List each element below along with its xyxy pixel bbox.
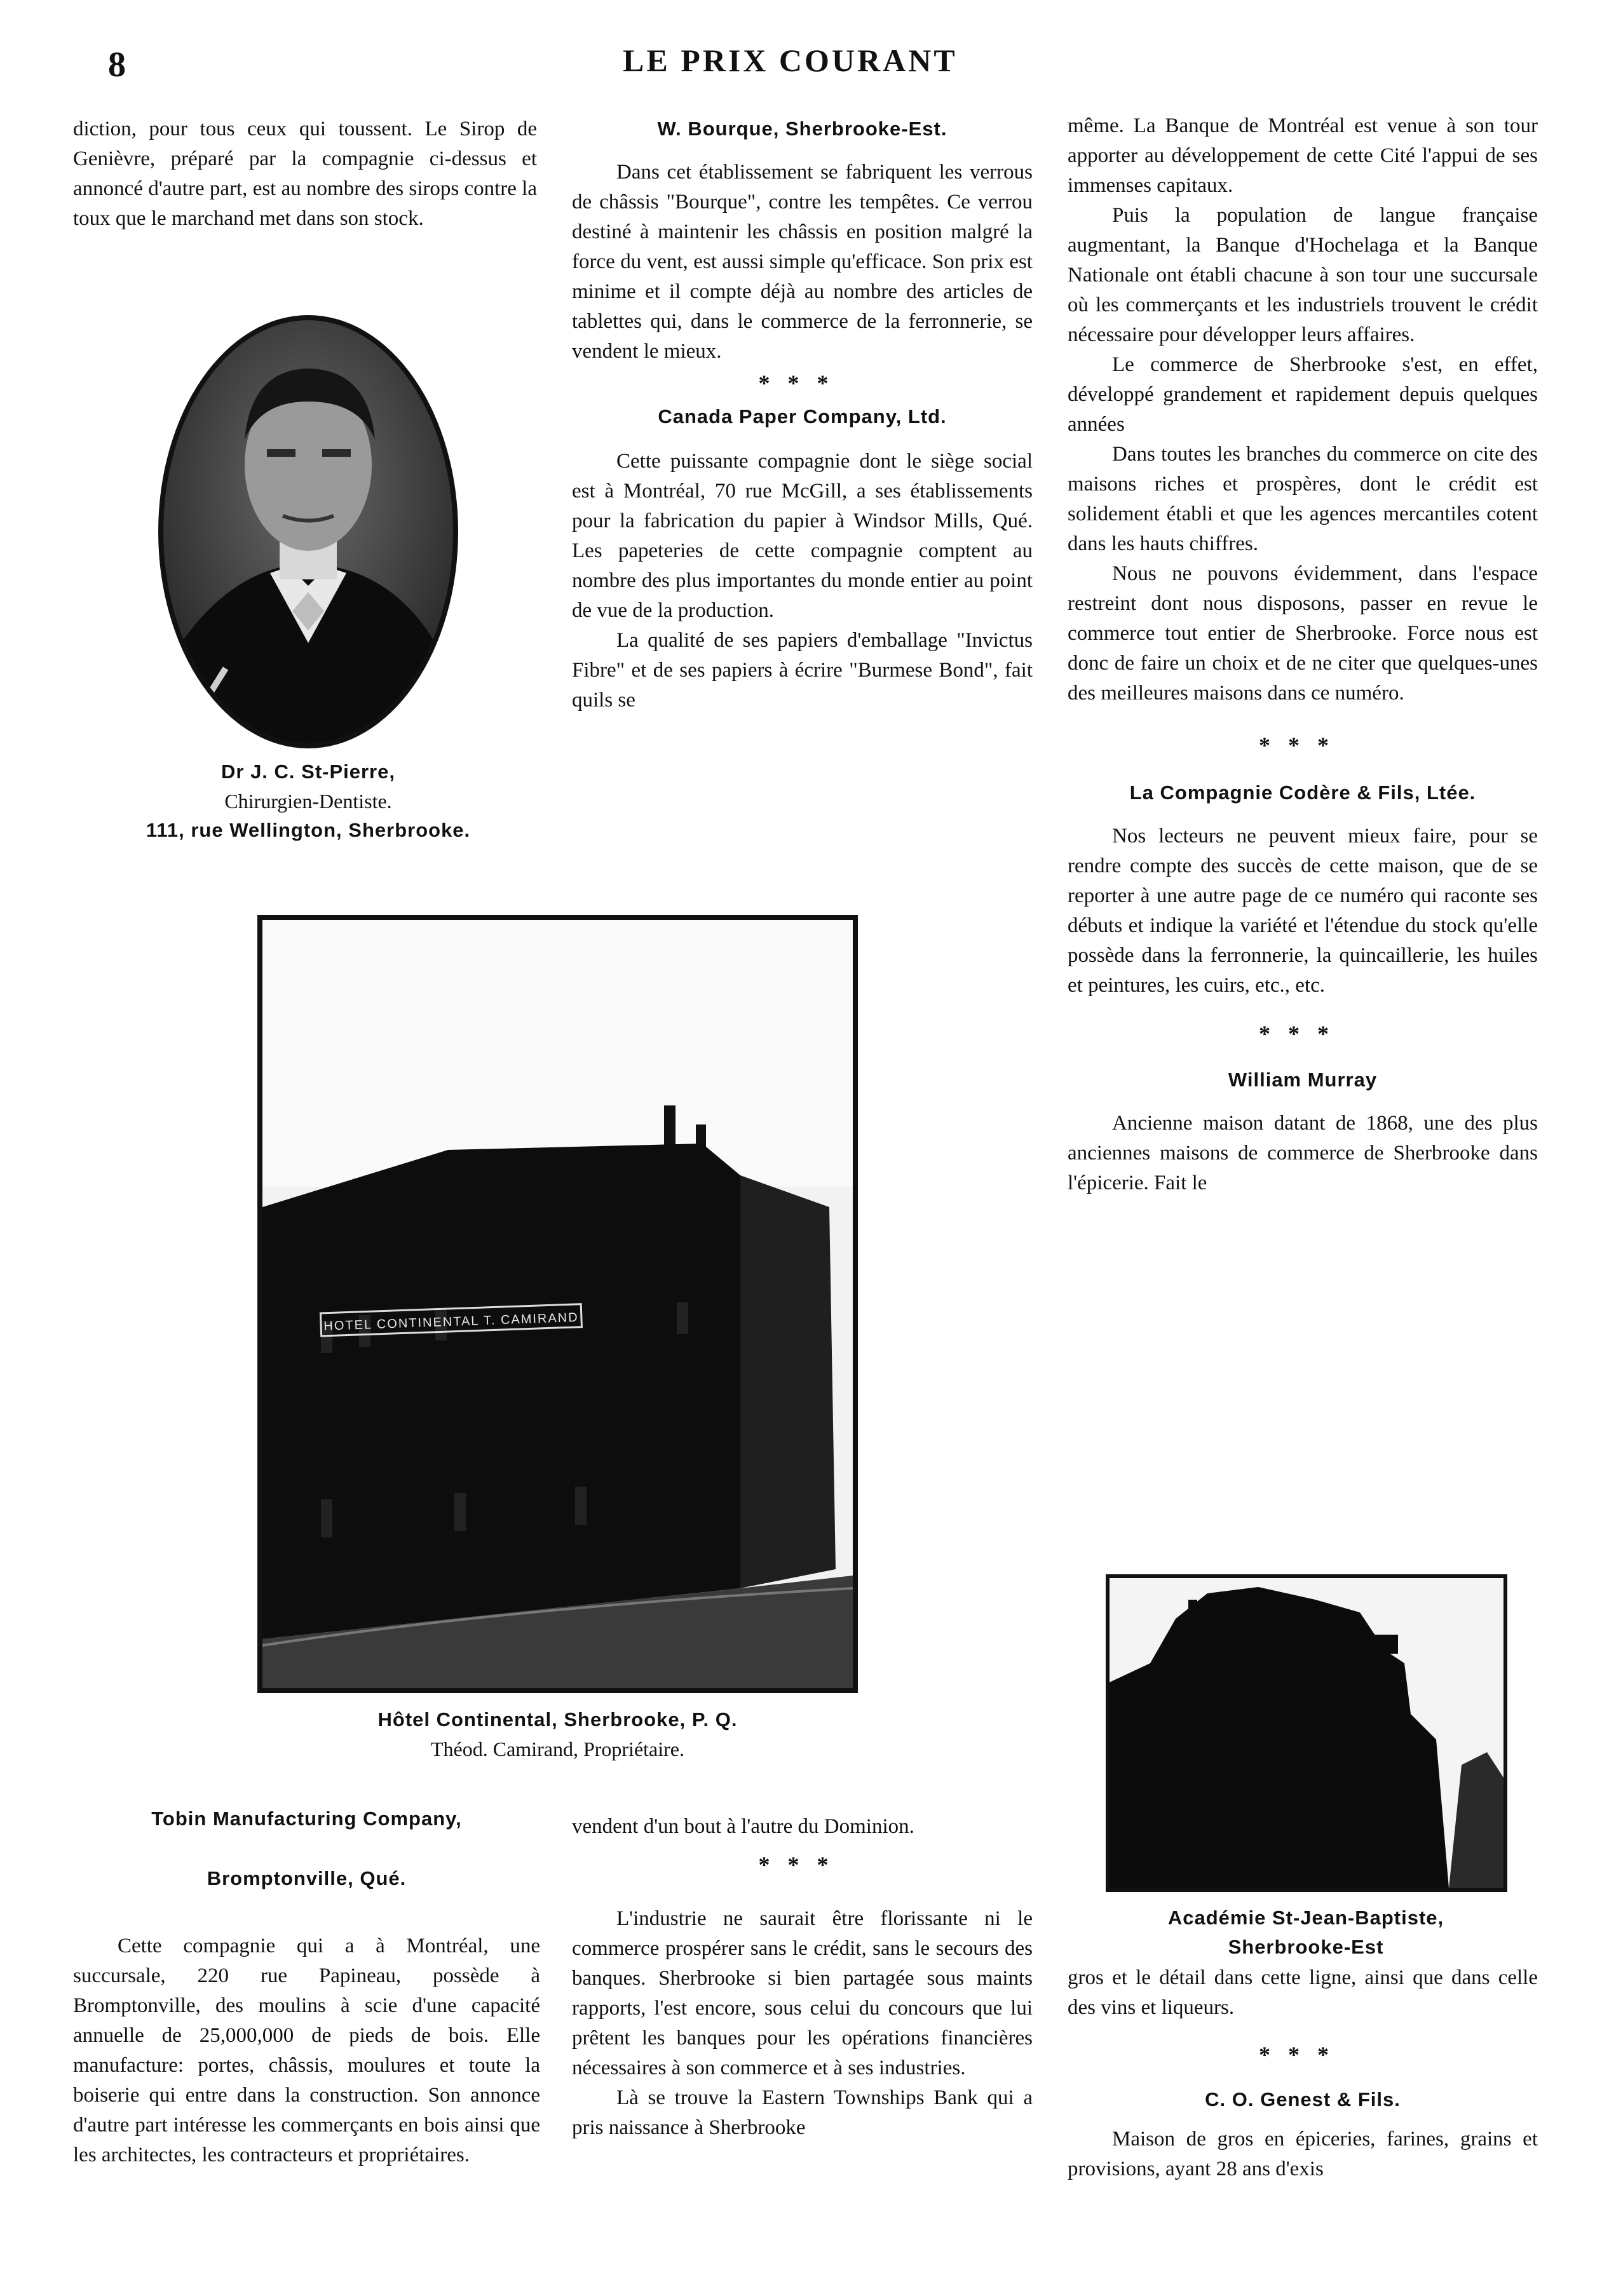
codere-heading: La Compagnie Codère & Fils, Ltée. xyxy=(1129,781,1476,804)
portrait-photo xyxy=(156,313,461,751)
commerce-paragraph-2: Dans toutes les branches du commerce on cite des maisons riches et prospères, dont le crédit est solidement établi et que les agences mercantiles cotent dans les hauts chiffres. xyxy=(1068,443,1538,555)
column-1-intro xyxy=(73,114,537,234)
tobin-heading: Tobin Manufacturing Company, xyxy=(151,1807,462,1830)
bourque-heading: W. Bourque, Sherbrooke-Est. xyxy=(657,118,947,140)
bourque-paragraph: Dans cet établissement se fabriquent les verrous de châssis "Bourque", contre les tempêtes. Ce verrou destiné à maintenir les châssis en position malgré la force du vent, est aussi simple qu'efficace. Son prix est minime et il compte déjà au nombre des articles de tablettes qui, dans le commerce de la ferronnerie, se vendent le mieux. xyxy=(572,161,1033,363)
banks-paragraph-2: Puis la population de langue française augmentant, la Banque d'Hochelaga et la Banque Nationale ont établi chacune à son tour une succursale où les commerçants et les industriels trouvent le crédit nécessaire pour développer leurs affaires. xyxy=(1068,204,1538,346)
canada-paper-paragraph-2: La qualité de ses papiers d'emballage "Invictus Fibre" et de ses papiers à écrire "Burmese Bond", fait quils se xyxy=(572,629,1033,712)
separator-stars: *** xyxy=(758,370,846,396)
genest-paragraph: Maison de gros en épiceries, farines, grains et provisions, ayant 28 ans d'exis xyxy=(1068,2128,1538,2180)
murray-heading: William Murray xyxy=(1228,1069,1378,1091)
murray-paragraph-cont: gros et le détail dans cette ligne, ainsi que dans celle des vins et liqueurs. xyxy=(1068,1966,1538,2019)
codere-paragraph: Nos lecteurs ne peuvent mieux faire, pour se rendre compte des succès de cette maison, que de se reporter à une autre page de ce numéro qui raconte ses débuts et indique la variété et l'étendue du stock qu'elle possède dans la ferronnerie, la quincaillerie, les huiles et peintures, les cuirs, etc., etc. xyxy=(1068,825,1538,997)
genest-heading: C. O. Genest & Fils. xyxy=(1205,2088,1401,2110)
bottom-middle-section xyxy=(572,1812,1033,2143)
separator-stars: *** xyxy=(1259,1021,1347,1046)
commerce-paragraph-1: Le commerce de Sherbrooke s'est, en effet, développé grandement et rapidement depuis quelques années xyxy=(1068,353,1538,436)
tobin-paragraph: Cette compagnie qui a à Montréal, une succursale, 220 rue Papineau, possède à Bromptonville, des moulins à scie d'une capacité annuelle de 25,000,000 de pieds de bois. Elle manufacture: portes, châssis, moulures et toute la boiserie qui entre dans la construction. Son annonce d'autre part intéresse les commerçants en bois ainsi que les architectes, les contracteurs et propriétaires. xyxy=(73,1935,540,2166)
academie-caption-line2: Sherbrooke-Est xyxy=(1228,1936,1384,1958)
banks-paragraph-1: même. La Banque de Montréal est venue à son tour apporter au développement de cette Cité l'appui de ses immenses capitaux. xyxy=(1068,114,1538,197)
canada-paper-heading: Canada Paper Company, Ltd. xyxy=(658,405,947,428)
eastern-townships-paragraph: Là se trouve la Eastern Townships Bank qui a pris naissance à Sherbrooke xyxy=(572,2086,1033,2139)
canada-paper-cont: vendent d'un bout à l'autre du Dominion. xyxy=(572,1815,914,1838)
tobin-section xyxy=(73,1804,540,2170)
column-3 xyxy=(1068,111,1538,1198)
murray-paragraph: Ancienne maison datant de 1868, une des plus anciennes maisons de commerce de Sherbrooke dans l'épicerie. Fait le xyxy=(1068,1112,1538,1194)
column-2 xyxy=(572,114,1033,715)
hotel-caption-line1: Hôtel Continental, Sherbrooke, P. Q. xyxy=(377,1708,738,1731)
hotel-caption-line2: Théod. Camirand, Propriétaire. xyxy=(431,1738,684,1760)
intro-paragraph: diction, pour tous ceux qui toussent. Le Sirop de Genièvre, préparé par la compagnie ci-dessus et annoncé d'autre part, est au nombre des sirops contre la toux que le marchand met dans son stock. xyxy=(73,118,537,230)
portrait-address: 111, rue Wellington, Sherbrooke. xyxy=(146,819,471,841)
academie-caption xyxy=(1093,1903,1519,1962)
tobin-location-heading: Bromptonville, Qué. xyxy=(207,1867,407,1889)
banks-intro-paragraph: L'industrie ne saurait être florissante ni le commerce prospérer sans le crédit, sans le secours des banques. Sherbrooke si bien partagée sous maints rapports, l'est encore, sous celui du concours que lui prêtent les banques pour les opérations financières nécessaires à son commerce et à ses industries. xyxy=(572,1907,1033,2079)
separator-stars: *** xyxy=(1259,733,1347,758)
portrait-profession: Chirurgien-Dentiste. xyxy=(224,790,392,813)
hotel-photo xyxy=(257,915,858,1693)
academie-photo xyxy=(1106,1574,1507,1892)
portrait-name: Dr J. C. St-Pierre, xyxy=(221,760,395,783)
column-3-bottom xyxy=(1068,1963,1538,2184)
canada-paper-paragraph-1: Cette puissante compagnie dont le siège social est à Montréal, 70 rue McGill, a ses établissements pour la fabrication du papier à Windsor Mills, Qué. Les papeteries de cette compagnie comptent au nombre des plus importantes du monde entier au point de vue de la production. xyxy=(572,450,1033,622)
separator-stars: *** xyxy=(1259,2042,1347,2067)
portrait-caption xyxy=(102,757,515,845)
separator-stars: *** xyxy=(758,1852,846,1877)
hotel-caption xyxy=(257,1705,858,1764)
page-title: LE PRIX COURANT xyxy=(623,43,958,78)
hotel-sign-text: HOTEL CONTINENTAL T. CAMIRAND xyxy=(323,1310,579,1334)
page-number: 8 xyxy=(108,45,126,84)
commerce-paragraph-3: Nous ne pouvons évidemment, dans l'espace restreint dont nous disposons, passer en revue le commerce tout entier de Sherbrooke. Force nous est donc de faire un choix et de ne citer que quelques-unes des meilleures maisons dans ce numéro. xyxy=(1068,562,1538,705)
academie-caption-line1: Académie St-Jean-Baptiste, xyxy=(1167,1907,1444,1929)
